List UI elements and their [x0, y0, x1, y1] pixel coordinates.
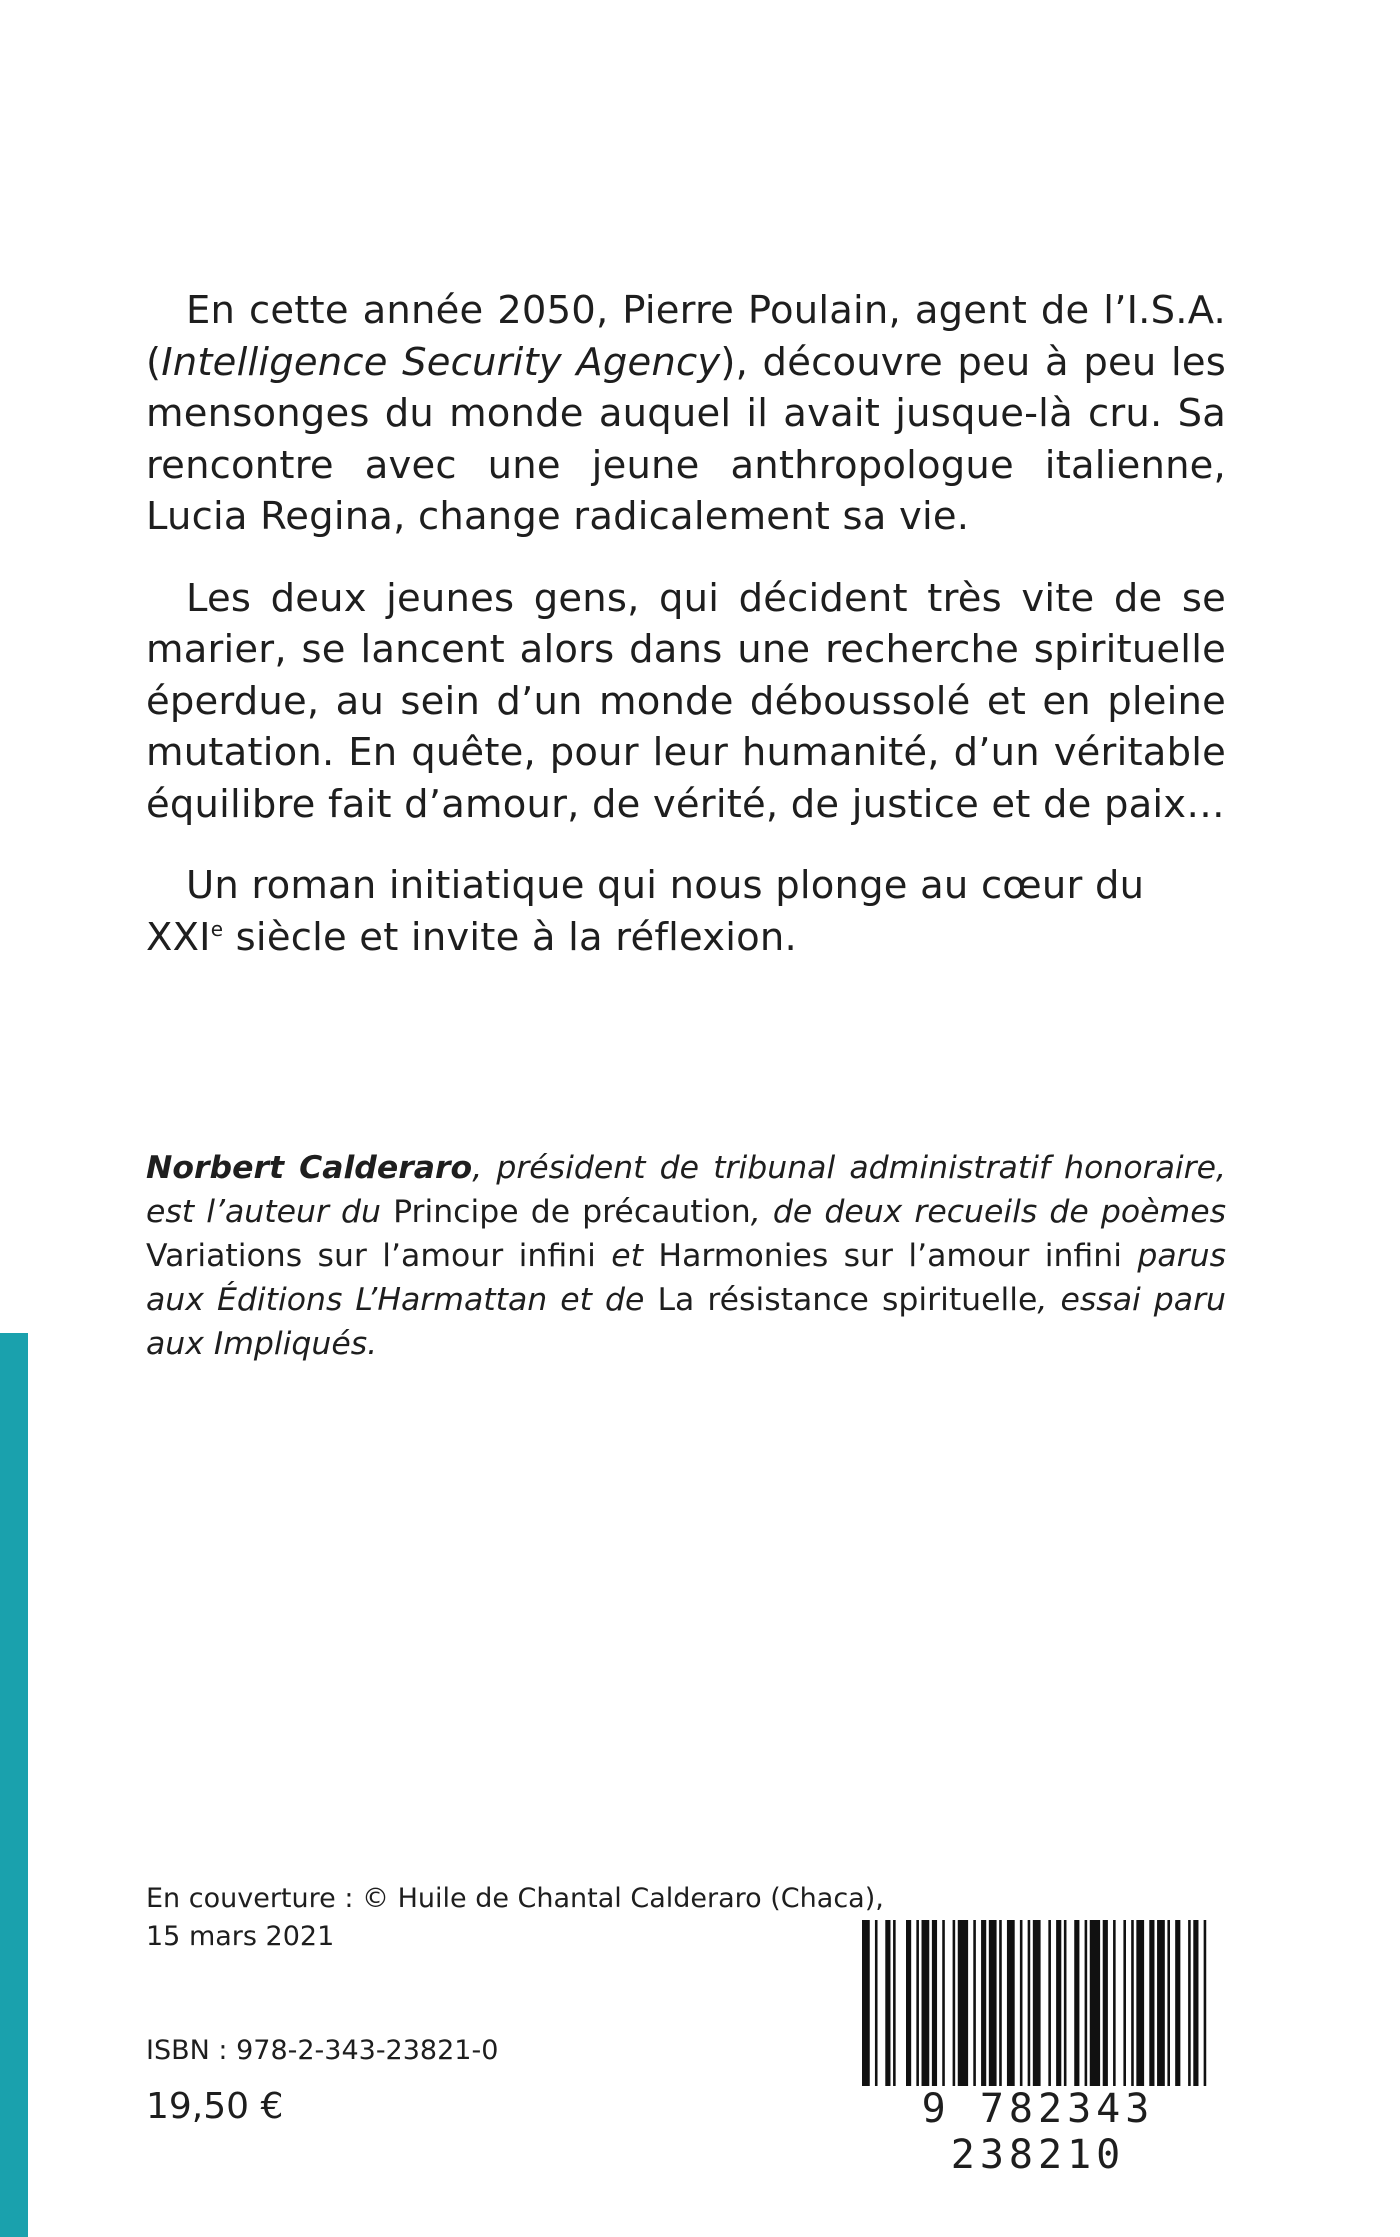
price-text: 19,50 € [146, 2086, 284, 2127]
cover-teal-strip [0, 1333, 28, 2237]
blurb-paragraph-2: Les deux jeunes gens, qui décident très vite de se marier, se lancent alors dans une recherche spirituelle éperdue, au sein d’un monde déboussolé et en pleine mutation. En quête, pour leur humanité, d’un véritable équilibre fait d’amour, de vérité, de justice et de paix… [146, 575, 1226, 827]
blurb-paragraph-1: En cette année 2050, Pierre Poulain, agent de l’I.S.A. (Intelligence Security Agency), découvre peu à peu les mensonges du monde auquel il avait jusque-là cru. Sa rencontre avec une jeune anthropologue italienne, Lucia Regina, change radicalement sa vie. [146, 288, 1226, 539]
cover-credit: En couverture : © Huile de Chantal Calderaro (Chaca), 15 mars 2021 [146, 1883, 884, 1952]
isbn-text: ISBN : 978-2-343-23821-0 [146, 2035, 499, 2066]
agency-name: Intelligence Security Agency [161, 339, 721, 385]
author-bio: Norbert Calderaro, président de tribunal administratif honoraire, est l’auteur du Principe de précaution, de deux recueils de poèmes Variations sur l’amour infini et Harmonies sur l’amour infini parus aux Éditions L’Harmattan et de La résistance spirituelle, essai paru aux Impliqués. [146, 1150, 1227, 1362]
author-name: Norbert Calderaro [146, 1150, 473, 1186]
blurb-paragraph-3: Un roman initiatique qui nous plonge au cœur du XXIe siècle et invite à la réflexion. [146, 863, 1145, 960]
back-cover-blurb [146, 285, 1226, 993]
barcode-digits: 9 782343 238210 [862, 2086, 1214, 2178]
